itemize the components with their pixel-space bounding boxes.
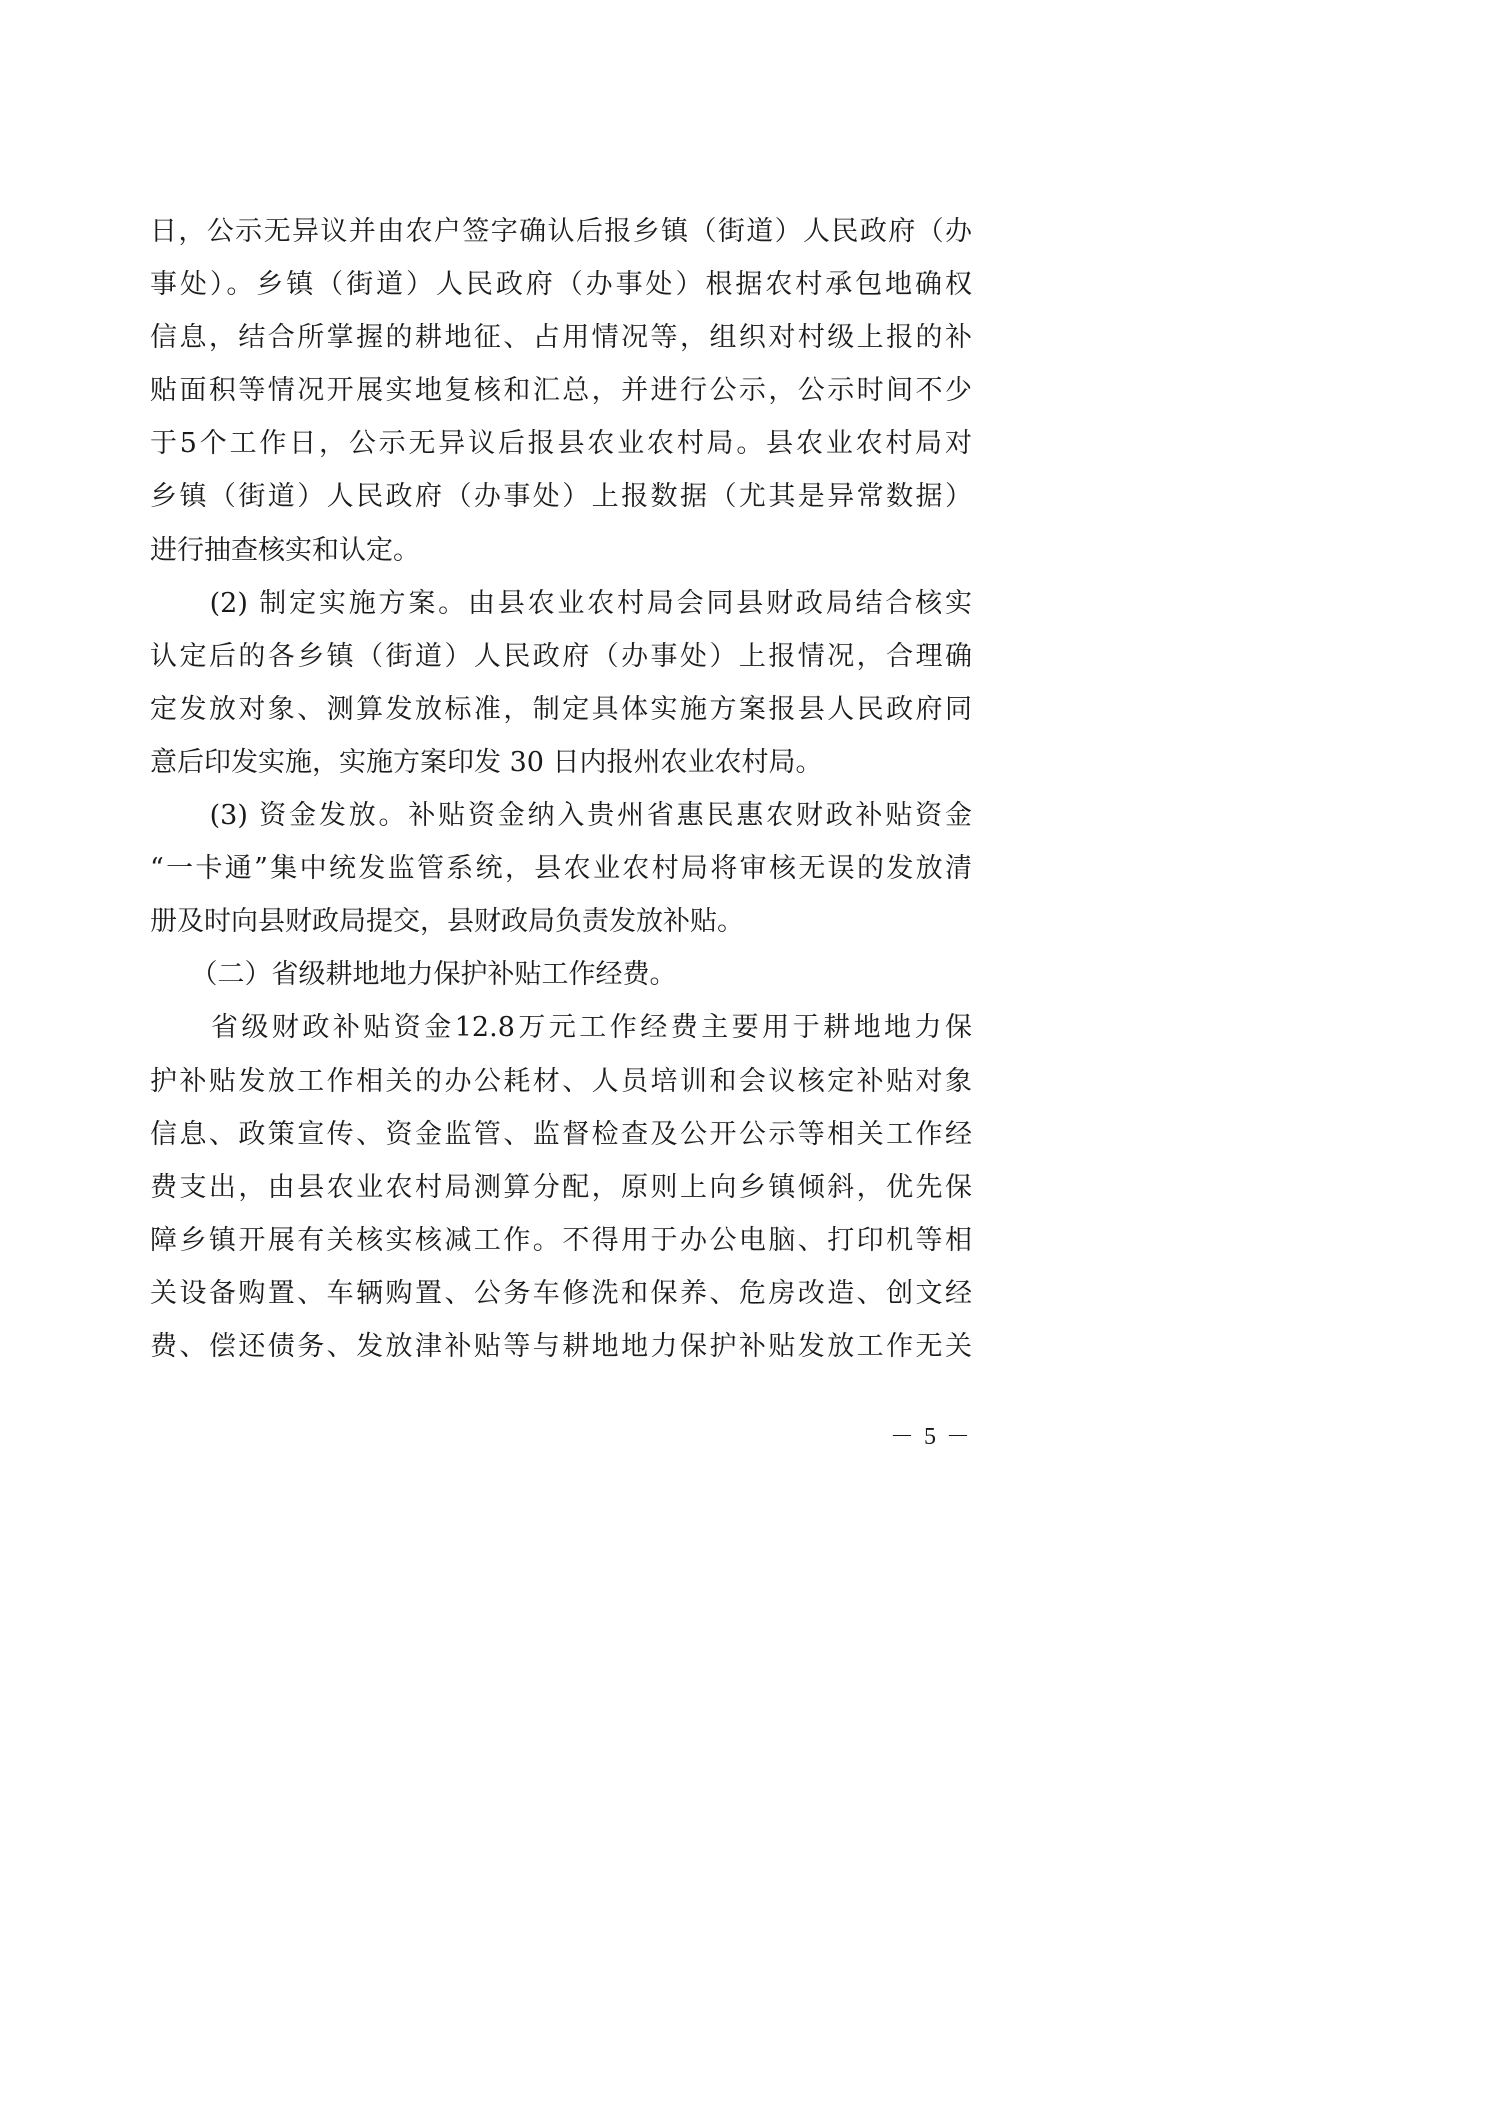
- text-line: 费、偿还债务、发放津补贴等与耕地地力保护补贴发放工作无关: [150, 1330, 972, 1362]
- text-line: 进行抽查核实和认定。: [150, 534, 420, 566]
- text-line: 关设备购置、车辆购置、公务车修洗和保养、危房改造、创文经: [150, 1277, 972, 1309]
- text-line: 省级财政补贴资金12.8万元工作经费主要用于耕地地力保: [150, 1012, 972, 1044]
- text-line: (2) 制定实施方案。由县农业农村局会同县财政局结合核实: [150, 587, 972, 619]
- text-line: 贴面积等情况开展实地复核和汇总，并进行公示，公示时间不少: [150, 375, 972, 407]
- text-line: 事处）。乡镇（街道）人民政府（办事处）根据农村承包地确权: [150, 269, 972, 301]
- section-heading: （二）省级耕地地力保护补贴工作经费。: [150, 959, 677, 991]
- text-line: 信息、政策宣传、资金监管、监督检查及公开公示等相关工作经: [150, 1118, 972, 1150]
- text-line: 定发放对象、测算发放标准，制定具体实施方案报县人民政府同: [150, 693, 972, 725]
- text-line: (3) 资金发放。补贴资金纳入贵州省惠民惠农财政补贴资金: [150, 800, 972, 832]
- text-line: “一卡通”集中统发监管系统，县农业农村局将审核无误的发放清: [150, 853, 972, 885]
- text-line: 乡镇（街道）人民政府（办事处）上报数据（尤其是异常数据）: [150, 481, 972, 513]
- text-line: 册及时向县财政局提交，县财政局负责发放补贴。: [150, 906, 744, 938]
- text-line: 费支出，由县农业农村局测算分配，原则上向乡镇倾斜，优先保: [150, 1171, 972, 1203]
- text-line: 信息，结合所掌握的耕地征、占用情况等，组织对村级上报的补: [150, 322, 972, 354]
- text-line: 障乡镇开展有关核实核减工作。不得用于办公电脑、打印机等相: [150, 1224, 972, 1256]
- text-line: 于5个工作日，公示无异议后报县农业农村局。县农业农村局对: [150, 428, 972, 460]
- text-line: 日，公示无异议并由农户签字确认后报乡镇（街道）人民政府（办: [150, 216, 972, 247]
- text-line: 认定后的各乡镇（街道）人民政府（办事处）上报情况，合理确: [150, 640, 972, 672]
- text-line: 护补贴发放工作相关的办公耗材、人员培训和会议核定补贴对象: [150, 1065, 972, 1097]
- page-number: － 5 －: [890, 1424, 972, 1450]
- text-line: 意后印发实施，实施方案印发 30 日内报州农业农村局。: [150, 746, 823, 778]
- body-text: [150, 205, 972, 1373]
